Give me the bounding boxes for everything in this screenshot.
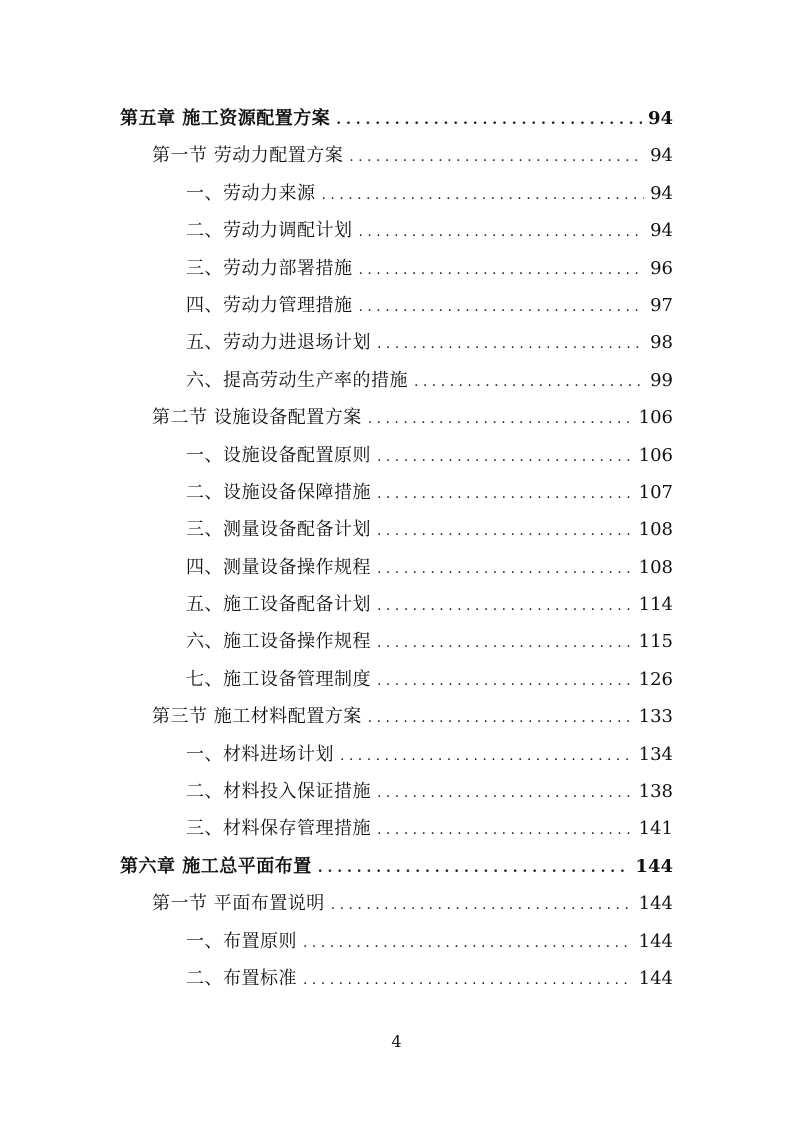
toc-entry-page-number: 94: [650, 220, 673, 242]
toc-section-entry[interactable]: [120, 399, 673, 436]
toc-entry-title: 二、劳动力调配计划: [186, 220, 353, 242]
toc-subsection-entry[interactable]: [120, 623, 673, 660]
toc-entry-page-number: 115: [638, 631, 673, 653]
toc-subsection-entry[interactable]: [120, 960, 673, 997]
toc-entry-page-number: 94: [650, 145, 673, 167]
toc-dot-leader: [336, 102, 642, 139]
table-of-contents: [120, 100, 673, 997]
toc-entry-title: 第二节 设施设备配置方案: [152, 407, 362, 429]
toc-entry-title: 一、布置原则: [186, 930, 297, 952]
toc-entry-page-number: 144: [635, 855, 673, 877]
toc-dot-leader: [359, 214, 645, 251]
toc-entry-page-number: 108: [638, 519, 673, 541]
toc-entry-title: 一、设施设备配置原则: [186, 444, 371, 466]
toc-dot-leader: [359, 289, 645, 326]
toc-dot-leader: [303, 962, 633, 999]
toc-dot-leader: [331, 887, 633, 924]
toc-entry-page-number: 144: [638, 893, 673, 915]
toc-dot-leader: [377, 812, 633, 849]
toc-entry-title: 第一节 平面布置说明: [152, 893, 325, 915]
toc-entry-page-number: 144: [638, 967, 673, 989]
toc-entry-page-number: 99: [650, 369, 673, 391]
toc-entry-page-number: 108: [638, 556, 673, 578]
toc-dot-leader: [377, 588, 633, 625]
toc-dot-leader: [377, 439, 633, 476]
toc-dot-leader: [322, 177, 645, 214]
toc-dot-leader: [368, 401, 633, 438]
toc-subsection-entry[interactable]: [120, 773, 673, 810]
toc-subsection-entry[interactable]: [120, 810, 673, 847]
toc-dot-leader: [303, 925, 633, 962]
toc-subsection-entry[interactable]: [120, 474, 673, 511]
toc-entry-page-number: 138: [638, 781, 673, 803]
toc-section-entry[interactable]: [120, 137, 673, 174]
toc-entry-page-number: 94: [650, 182, 673, 204]
toc-subsection-entry[interactable]: [120, 175, 673, 212]
toc-entry-page-number: 106: [638, 444, 673, 466]
toc-entry-title: 二、设施设备保障措施: [186, 481, 371, 503]
toc-entry-page-number: 98: [650, 332, 673, 354]
toc-dot-leader: [377, 551, 633, 588]
toc-entry-title: 二、布置标准: [186, 967, 297, 989]
toc-entry-page-number: 106: [638, 407, 673, 429]
toc-subsection-entry[interactable]: [120, 661, 673, 698]
toc-entry-title: 二、材料投入保证措施: [186, 781, 371, 803]
toc-entry-page-number: 114: [638, 594, 673, 616]
toc-subsection-entry[interactable]: [120, 287, 673, 324]
toc-chapter-entry[interactable]: [120, 848, 673, 885]
page-number: 4: [391, 1032, 402, 1051]
toc-entry-title: 六、提高劳动生产率的措施: [186, 369, 408, 391]
toc-entry-title: 四、测量设备操作规程: [186, 556, 371, 578]
toc-subsection-entry[interactable]: [120, 362, 673, 399]
toc-entry-title: 三、材料保存管理措施: [186, 818, 371, 840]
toc-entry-title: 一、劳动力来源: [186, 182, 316, 204]
toc-dot-leader: [359, 252, 645, 289]
toc-entry-title: 三、测量设备配备计划: [186, 519, 371, 541]
toc-dot-leader: [368, 700, 633, 737]
toc-dot-leader: [377, 663, 633, 700]
toc-entry-page-number: 133: [638, 706, 673, 728]
toc-entry-title: 一、材料进场计划: [186, 743, 334, 765]
toc-subsection-entry[interactable]: [120, 250, 673, 287]
toc-dot-leader: [340, 738, 633, 775]
toc-entry-title: 三、劳动力部署措施: [186, 257, 353, 279]
toc-dot-leader: [377, 476, 633, 513]
toc-section-entry[interactable]: [120, 885, 673, 922]
toc-entry-page-number: 94: [647, 108, 673, 129]
toc-entry-page-number: 126: [638, 668, 673, 690]
toc-subsection-entry[interactable]: [120, 736, 673, 773]
toc-subsection-entry[interactable]: [120, 437, 673, 474]
toc-subsection-entry[interactable]: [120, 324, 673, 361]
toc-entry-page-number: 144: [638, 930, 673, 952]
toc-subsection-entry[interactable]: [120, 549, 673, 586]
toc-dot-leader: [414, 364, 644, 401]
toc-entry-page-number: 134: [638, 743, 673, 765]
toc-entry-title: 六、施工设备操作规程: [186, 631, 371, 653]
toc-entry-title: 第一节 劳动力配置方案: [152, 145, 344, 167]
toc-entry-page-number: 141: [638, 818, 673, 840]
toc-entry-title: 第三节 施工材料配置方案: [152, 706, 362, 728]
toc-dot-leader: [377, 625, 633, 662]
toc-dot-leader: [377, 326, 644, 363]
toc-dot-leader: [318, 850, 630, 887]
toc-entry-title: 第六章 施工总平面布置: [120, 855, 312, 877]
toc-entry-title: 七、施工设备管理制度: [186, 668, 371, 690]
toc-section-entry[interactable]: [120, 698, 673, 735]
toc-dot-leader: [377, 775, 633, 812]
toc-entry-title: 四、劳动力管理措施: [186, 294, 353, 316]
toc-chapter-entry[interactable]: [120, 100, 673, 137]
toc-dot-leader: [349, 139, 644, 176]
toc-subsection-entry[interactable]: [120, 923, 673, 960]
toc-entry-title: 五、劳动力进退场计划: [186, 332, 371, 354]
toc-entry-title: 五、施工设备配备计划: [186, 594, 371, 616]
toc-subsection-entry[interactable]: [120, 212, 673, 249]
toc-entry-page-number: 107: [638, 481, 673, 503]
toc-entry-title: 第五章 施工资源配置方案: [120, 108, 331, 129]
toc-subsection-entry[interactable]: [120, 586, 673, 623]
toc-entry-page-number: 97: [650, 294, 673, 316]
toc-subsection-entry[interactable]: [120, 511, 673, 548]
toc-dot-leader: [377, 513, 633, 550]
toc-entry-page-number: 96: [650, 257, 673, 279]
